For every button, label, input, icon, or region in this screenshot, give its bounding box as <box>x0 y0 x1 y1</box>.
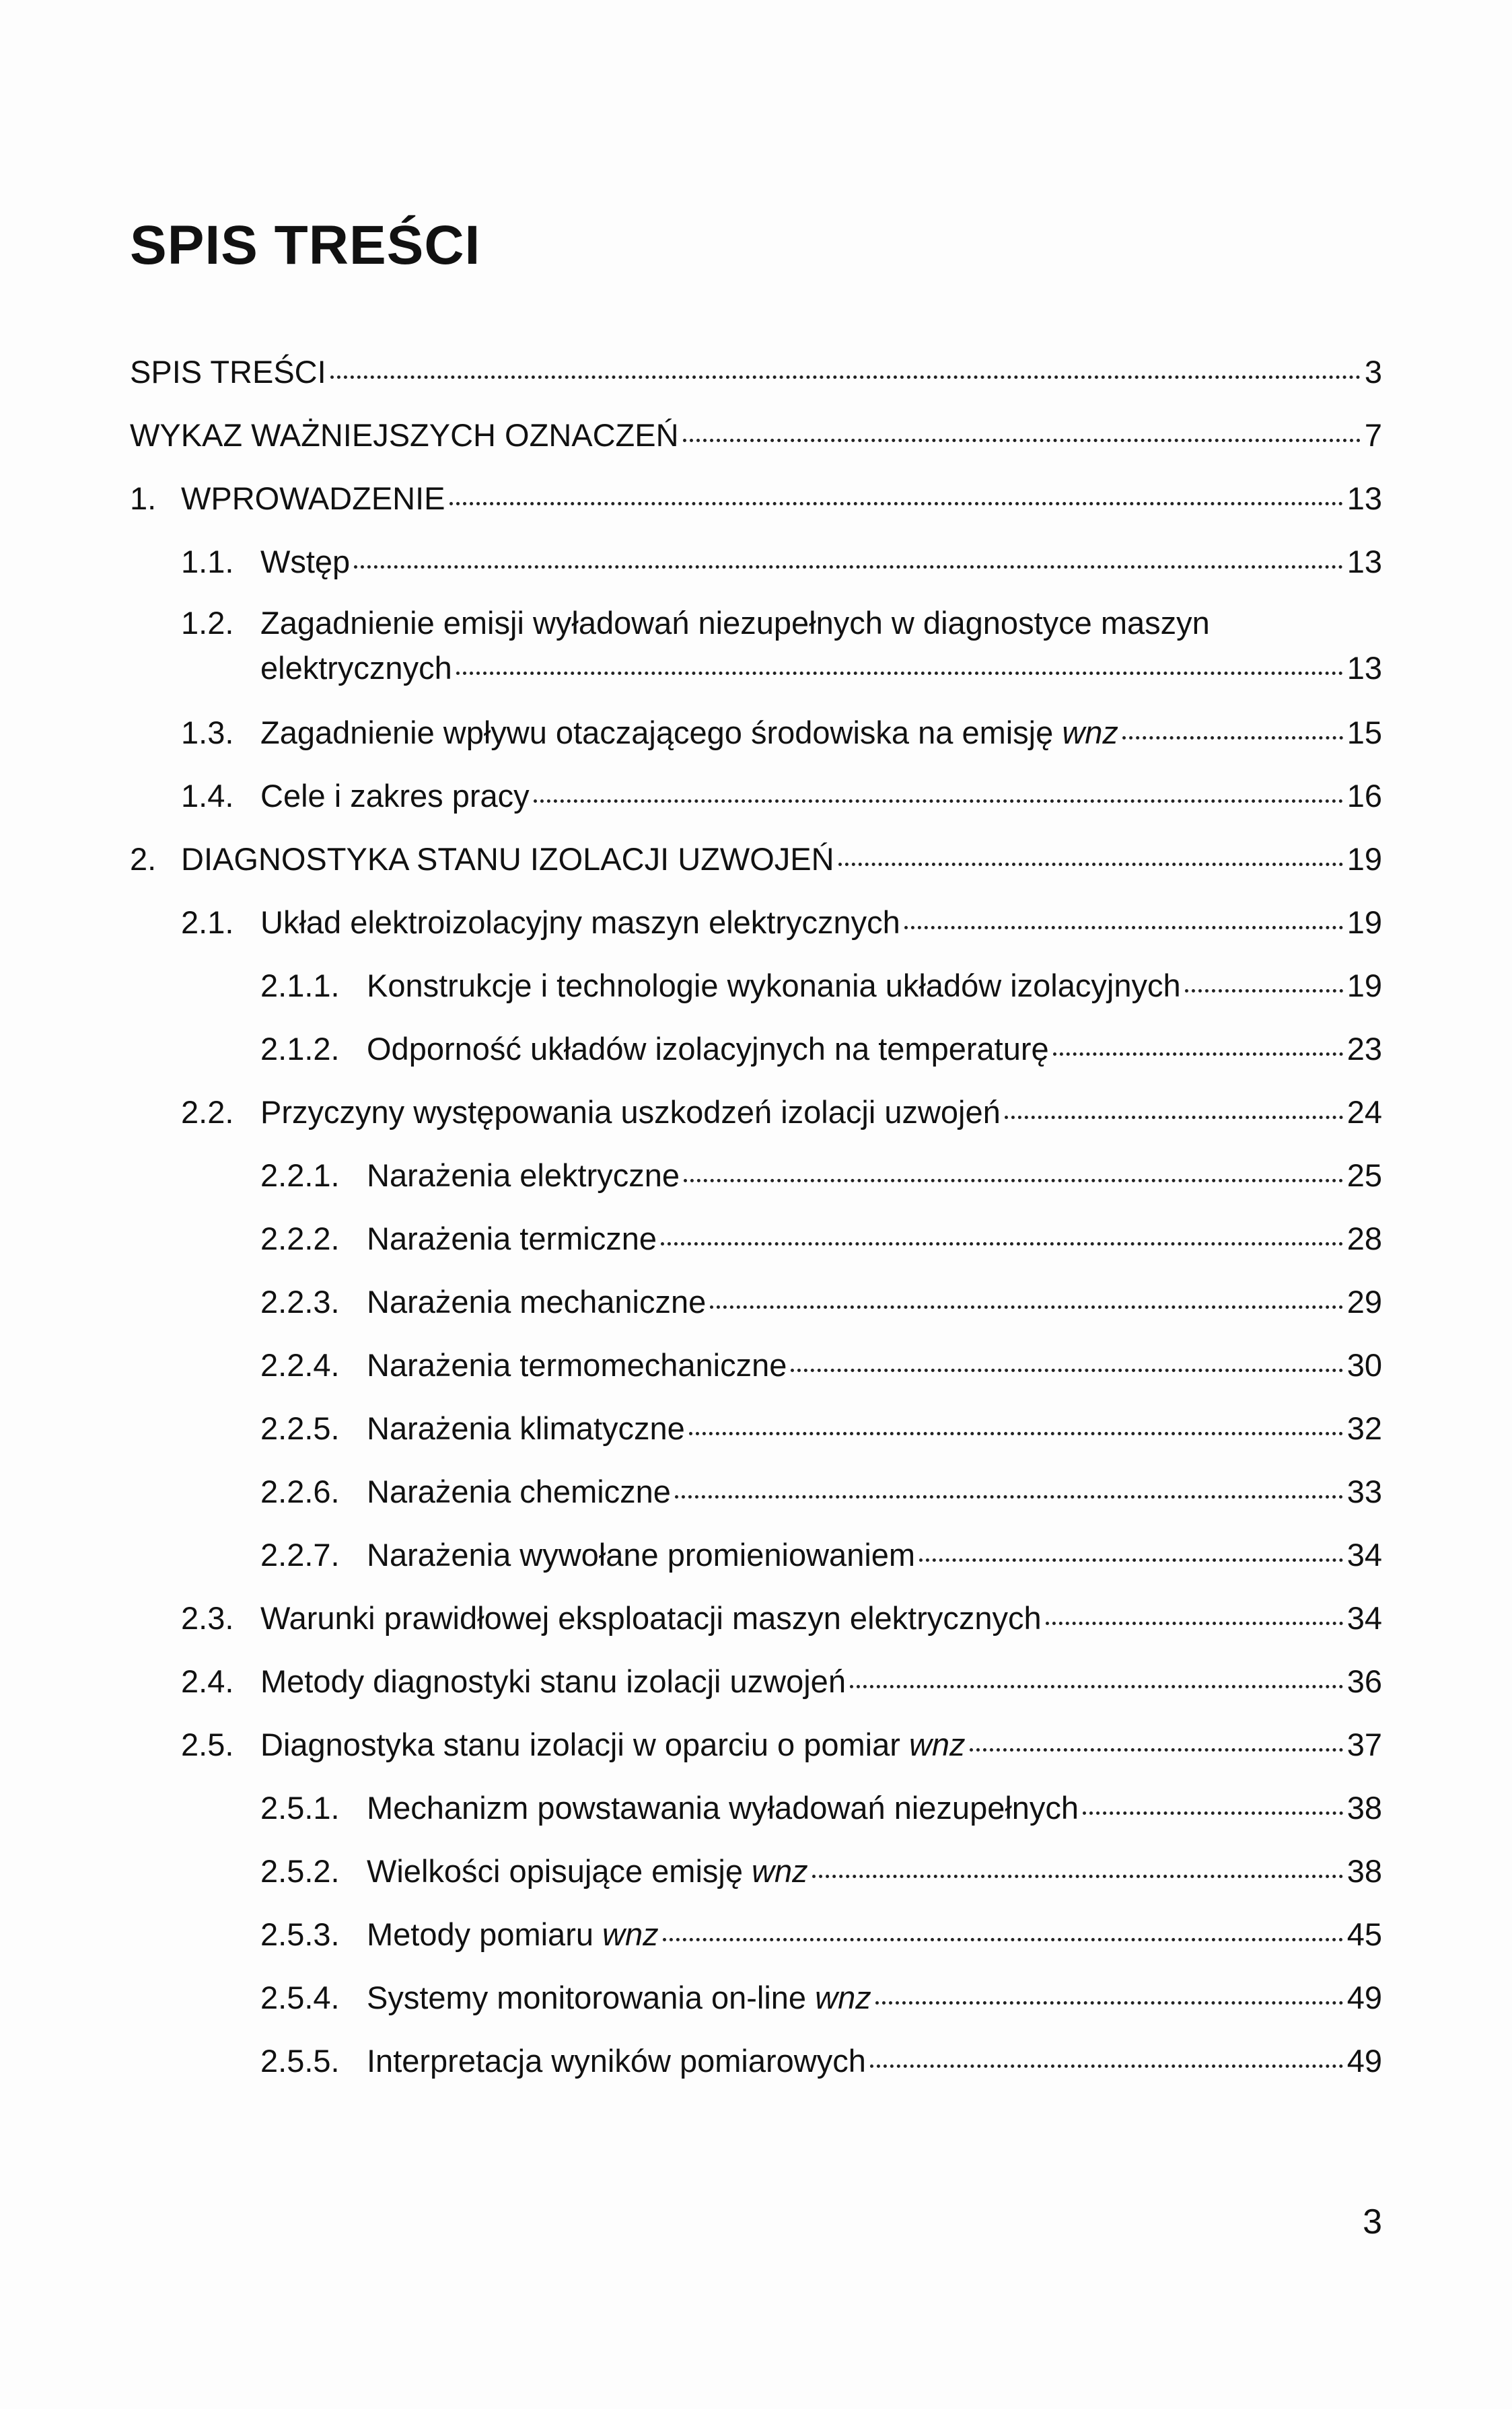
toc-entry-title-italic: wnz <box>815 1980 871 2015</box>
toc-entry-title <box>367 1853 808 1890</box>
toc-entry-title <box>367 1979 871 2017</box>
dot-leader <box>456 647 1343 679</box>
toc-entry-page: 19 <box>1346 841 1382 877</box>
toc-entry[interactable] <box>181 775 1382 815</box>
toc-entry-number: 2.5. <box>181 1727 234 1762</box>
toc-entry[interactable] <box>181 1091 1382 1131</box>
toc-entry-number: 2.2. <box>181 1094 234 1130</box>
dot-leader <box>870 2040 1343 2072</box>
toc-entry-page: 16 <box>1346 778 1382 814</box>
dot-leader <box>1185 965 1343 997</box>
toc-entry-title: Interpretacja wyników pomiarowych <box>367 2043 866 2079</box>
dot-leader <box>330 351 1361 383</box>
toc-entry-number: 2.2.2. <box>260 1221 340 1256</box>
toc-entry[interactable] <box>260 1471 1382 1511</box>
toc-entry-title: Układ elektroizolacyjny maszyn elektrycznych <box>260 904 900 940</box>
dot-leader <box>354 541 1343 573</box>
toc-entry-page: 45 <box>1346 1916 1382 1952</box>
toc-entry-number: 2.2.4. <box>260 1347 340 1383</box>
toc-entry-number: 2.5.5. <box>260 2043 340 2079</box>
toc-entry-page: 24 <box>1346 1094 1382 1130</box>
toc-entry-title: SPIS TREŚCI <box>130 354 326 390</box>
toc-entry-number: 2.1. <box>181 904 234 940</box>
dot-leader <box>1083 1787 1343 1819</box>
toc-entry-number: 1. <box>130 480 157 516</box>
toc-entry-number: 1.2. <box>181 605 234 641</box>
toc-entry[interactable] <box>181 541 1382 581</box>
toc-entry-page: 15 <box>1346 715 1382 750</box>
toc-entry-title-text: Metody pomiaru <box>367 1916 603 1952</box>
toc-entry-title: DIAGNOSTYKA STANU IZOLACJI UZWOJEŃ <box>181 841 834 877</box>
toc-entry-title-italic: wnz <box>602 1916 659 1952</box>
toc-entry-page: 49 <box>1346 1980 1382 2015</box>
dot-leader <box>1053 1028 1343 1060</box>
toc-entry-number: 2.1.1. <box>260 968 340 1003</box>
dot-leader <box>791 1344 1342 1376</box>
toc-entry-title <box>260 714 1118 752</box>
toc-entry-title: Narażenia klimatyczne <box>367 1410 685 1446</box>
toc-entry[interactable] <box>260 1344 1382 1384</box>
toc-entry[interactable] <box>260 1850 1382 1890</box>
toc-entry-number: 2.1.2. <box>260 1031 340 1067</box>
toc-entry-title: Narażenia wywołane promieniowaniem <box>367 1537 916 1573</box>
toc-entry[interactable] <box>130 415 1382 454</box>
toc-entry-title: Przyczyny występowania uszkodzeń izolacji uzwojeń <box>260 1094 1001 1130</box>
dot-leader <box>1122 712 1343 744</box>
toc-entry-title <box>260 1726 966 1764</box>
toc-entry-number: 1.3. <box>181 715 234 750</box>
toc-entry-number: 1.4. <box>181 778 234 814</box>
toc-entry-title: Narażenia termiczne <box>367 1221 657 1256</box>
toc-entry[interactable] <box>181 1597 1382 1637</box>
toc-entry-number: 2.2.1. <box>260 1157 340 1193</box>
toc-entry-title: Odporność układów izolacyjnych na temperaturę <box>367 1031 1049 1067</box>
toc-entry-number: 2.2.5. <box>260 1410 340 1446</box>
toc-entry-title: Narażenia mechaniczne <box>367 1284 707 1320</box>
page-number: 3 <box>1363 2202 1382 2241</box>
toc-entry-title-italic: wnz <box>752 1853 808 1889</box>
toc-entry-title: Konstrukcje i technologie wykonania układów izolacyjnych <box>367 968 1181 1003</box>
toc-entry[interactable] <box>260 1534 1382 1574</box>
dot-leader <box>812 1850 1343 1882</box>
toc-entry-title: Narażenia chemiczne <box>367 1474 671 1509</box>
dot-leader <box>1046 1597 1343 1629</box>
dot-leader <box>534 775 1343 807</box>
dot-leader <box>1005 1091 1343 1123</box>
toc-entry-page: 7 <box>1364 417 1382 453</box>
toc-entry[interactable] <box>260 647 1382 687</box>
page-title: SPIS TREŚCI <box>130 215 481 276</box>
toc-entry-title <box>367 1916 659 1953</box>
toc-entry-page: 13 <box>1346 544 1382 579</box>
toc-entry-page: 3 <box>1364 354 1382 390</box>
toc-entry-number: 2.2.6. <box>260 1474 340 1509</box>
toc-entry-page: 38 <box>1346 1790 1382 1826</box>
toc-entry-page: 49 <box>1346 2043 1382 2079</box>
toc-entry[interactable] <box>260 1408 1382 1447</box>
toc-entry-title-line1[interactable]: Zagadnienie emisji wyładowań niezupełnych w diagnostyce maszyn <box>260 605 1210 641</box>
toc-entry-title: Narażenia termomechaniczne <box>367 1347 787 1383</box>
toc-entry-page: 32 <box>1346 1410 1382 1446</box>
toc-entry-number: 2.5.2. <box>260 1853 340 1889</box>
toc-entry-number: 2.5.3. <box>260 1916 340 1952</box>
toc-entry[interactable] <box>260 1218 1382 1258</box>
toc-entry-number: 2.2.3. <box>260 1284 340 1320</box>
toc-entry-number: 1.1. <box>181 544 234 579</box>
toc-entry-page: 19 <box>1346 904 1382 940</box>
dot-leader <box>675 1471 1343 1503</box>
toc-entry-title-italic: wnz <box>908 1727 966 1762</box>
toc-entry-page: 13 <box>1346 480 1382 516</box>
dot-leader <box>919 1534 1343 1566</box>
toc-entry-page: 23 <box>1346 1031 1382 1067</box>
toc-entry[interactable] <box>181 712 1382 752</box>
toc-entry-page: 25 <box>1346 1157 1382 1193</box>
toc-entry[interactable] <box>260 1281 1382 1321</box>
toc-entry-title: Mechanizm powstawania wyładowań niezupełnych <box>367 1790 1079 1826</box>
dot-leader <box>850 1661 1343 1692</box>
toc-entry-page: 30 <box>1346 1347 1382 1383</box>
toc-entry[interactable] <box>260 1977 1382 2017</box>
toc-entry-number: 2.3. <box>181 1600 234 1636</box>
dot-leader <box>838 838 1343 870</box>
toc-entry-title: Wstęp <box>260 544 351 579</box>
toc-entry-title: Narażenia elektryczne <box>367 1157 680 1193</box>
dot-leader <box>689 1408 1343 1439</box>
toc-entry[interactable] <box>260 965 1382 1005</box>
toc-entry-title-italic: wnz <box>1062 715 1118 750</box>
toc-entry[interactable] <box>260 1028 1382 1068</box>
toc-entry-number: 2.2.7. <box>260 1537 340 1573</box>
toc-entry-page: 33 <box>1346 1474 1382 1509</box>
toc-entry-title-text: Diagnostyka stanu izolacji w oparciu o pomiar <box>260 1727 909 1762</box>
toc-entry-number: 2. <box>130 841 157 877</box>
toc-entry-page: 34 <box>1346 1537 1382 1573</box>
toc-entry-page: 36 <box>1346 1663 1382 1699</box>
dot-leader <box>684 1155 1343 1186</box>
toc-entry-page: 37 <box>1346 1727 1382 1762</box>
toc-entry-title: Warunki prawidłowej eksploatacji maszyn elektrycznych <box>260 1600 1042 1636</box>
dot-leader <box>875 1977 1343 2009</box>
toc-entry-title: elektrycznych <box>260 650 452 686</box>
toc-entry[interactable] <box>260 1914 1382 1953</box>
toc-entry-title-text: Wielkości opisujące emisję <box>367 1853 752 1889</box>
dot-leader <box>663 1914 1343 1945</box>
toc-entry-page: 28 <box>1346 1221 1382 1256</box>
toc-entry[interactable] <box>260 1155 1382 1194</box>
dot-leader <box>661 1218 1343 1250</box>
dot-leader <box>904 902 1343 933</box>
dot-leader <box>970 1724 1343 1756</box>
toc-entry[interactable] <box>181 1724 1382 1764</box>
toc-entry[interactable] <box>181 902 1382 941</box>
toc-entry-page: 29 <box>1346 1284 1382 1320</box>
dot-leader <box>449 478 1343 509</box>
toc-entry-page: 13 <box>1346 650 1382 686</box>
dot-leader <box>710 1281 1343 1313</box>
toc-entry-title: Cele i zakres pracy <box>260 778 530 814</box>
toc-entry-page: 19 <box>1346 968 1382 1003</box>
toc-entry[interactable] <box>260 1787 1382 1827</box>
toc-entry[interactable] <box>260 2040 1382 2080</box>
toc-entry-title-text: Zagadnienie wpływu otaczającego środowiska na emisję <box>260 715 1063 750</box>
toc-entry-title: WYKAZ WAŻNIEJSZYCH OZNACZEŃ <box>130 417 679 453</box>
toc-entry[interactable] <box>130 351 1382 391</box>
toc-entry-title: WPROWADZENIE <box>181 480 445 516</box>
toc-entry-number: 2.5.1. <box>260 1790 340 1826</box>
toc-entry-number: 2.4. <box>181 1663 234 1699</box>
toc-entry-number: 2.5.4. <box>260 1980 340 2015</box>
toc-entry-page: 38 <box>1346 1853 1382 1889</box>
toc-entry-title: Metody diagnostyki stanu izolacji uzwojeń <box>260 1663 846 1699</box>
toc-entry[interactable] <box>130 478 1382 517</box>
toc-entry[interactable] <box>130 838 1382 878</box>
toc-entry[interactable] <box>181 1661 1382 1700</box>
dot-leader <box>683 415 1361 446</box>
toc-entry-title-text: Systemy monitorowania on-line <box>367 1980 816 2015</box>
toc-entry-page: 34 <box>1346 1600 1382 1636</box>
